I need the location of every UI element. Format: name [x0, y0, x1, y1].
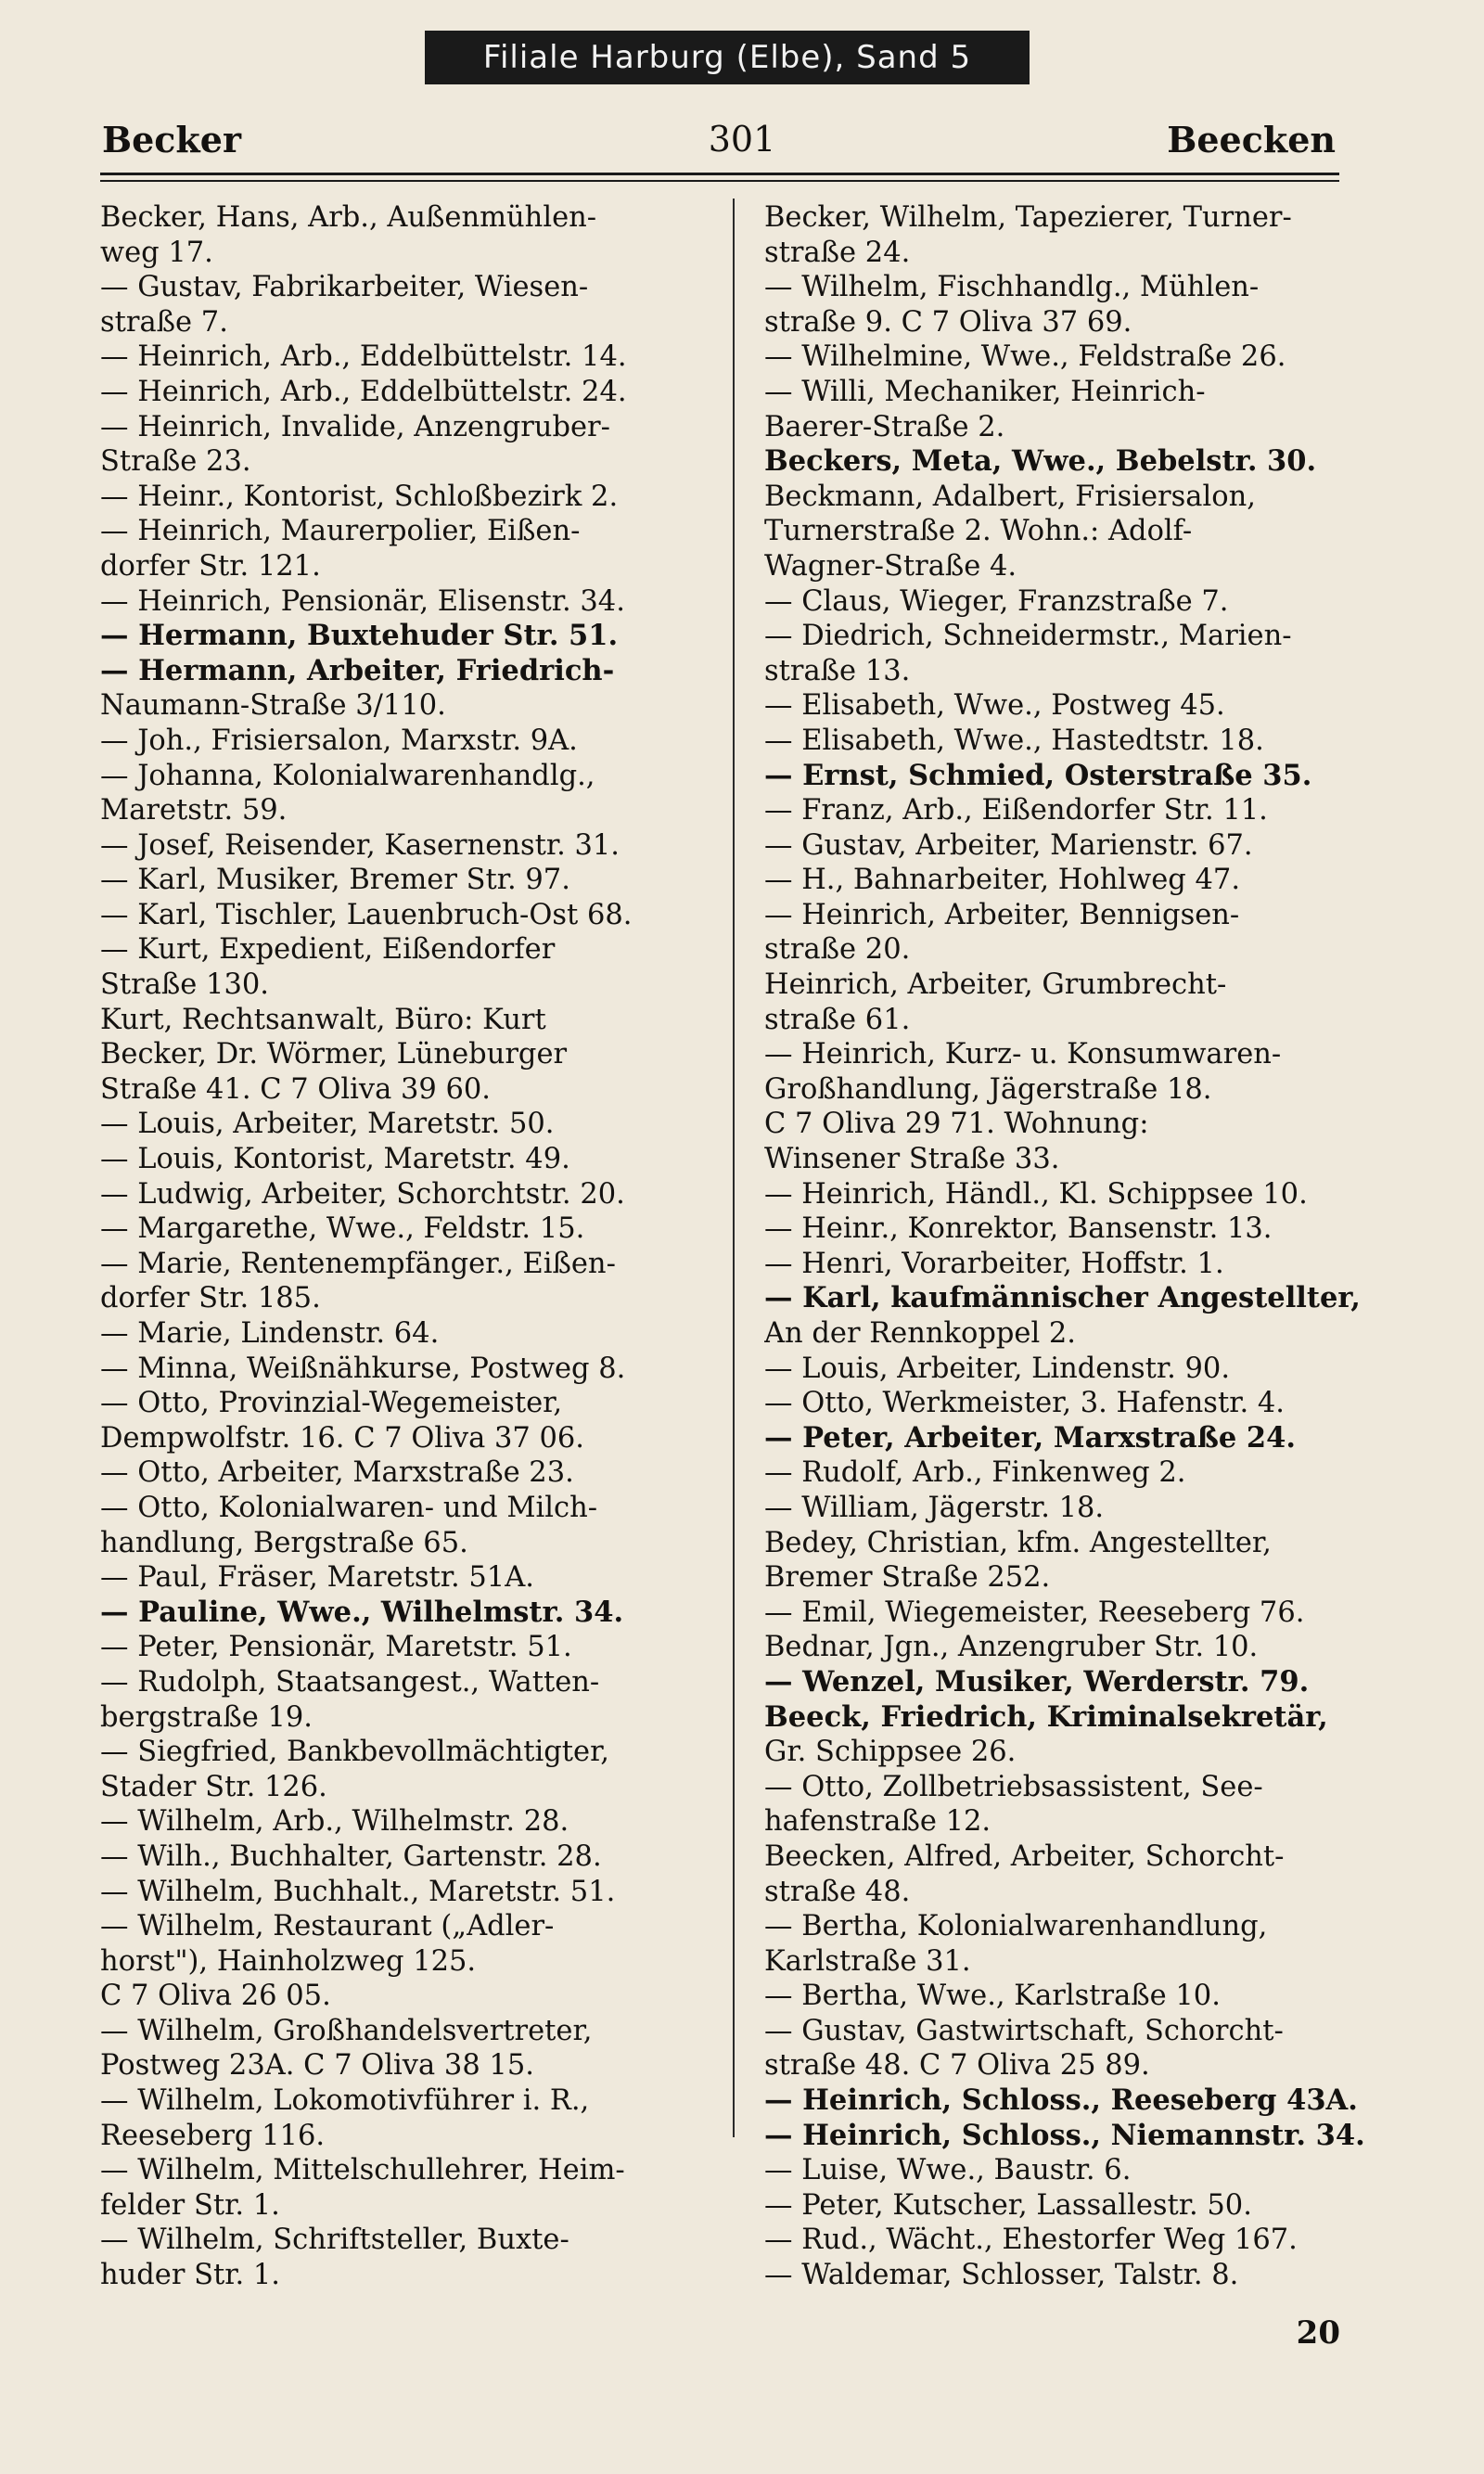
directory-line: dorfer Str. 185.	[100, 1282, 321, 1315]
directory-line: — Wilhelm, Buchhalt., Maretstr. 51.	[100, 1875, 616, 1908]
directory-line: Straße 23.	[100, 445, 251, 479]
directory-line: — Gustav, Fabrikarbeiter, Wiesen-	[100, 271, 589, 304]
directory-line: Postweg 23A. C 7 Oliva 38 15.	[100, 2049, 534, 2083]
column-divider	[733, 199, 735, 2137]
directory-line: Heinrich, Arbeiter, Grumbrecht-	[764, 968, 1227, 1002]
directory-line: — Wilhelm, Großhandelsvertreter,	[100, 2014, 593, 2047]
directory-line: Bedey, Christian, kfm. Angestellter,	[764, 1526, 1272, 1559]
directory-line: straße 48. C 7 Oliva 25 89.	[764, 2049, 1150, 2083]
directory-line: — Heinrich, Kurz- u. Konsumwaren-	[764, 1038, 1282, 1071]
directory-line: Baerer-Straße 2.	[764, 410, 1005, 443]
directory-line: straße 61.	[764, 1003, 911, 1036]
directory-line: — Heinrich, Schloss., Reeseberg 43A.	[764, 2083, 1358, 2118]
directory-line: Straße 130.	[100, 968, 269, 1002]
directory-line: — Heinrich, Maurerpolier, Eißen-	[100, 515, 581, 548]
directory-line: — Karl, Tischler, Lauenbruch-Ost 68.	[100, 898, 633, 931]
page-number: 301	[708, 119, 776, 160]
header-first-entry: Becker	[102, 119, 241, 160]
directory-line: — Elisabeth, Wwe., Postweg 45.	[764, 689, 1225, 723]
directory-line: — Hermann, Buxtehuder Str. 51.	[100, 619, 619, 653]
directory-line: Maretstr. 59.	[100, 794, 288, 827]
directory-line: Becker, Wilhelm, Tapezierer, Turner-	[764, 201, 1292, 234]
directory-line: Großhandlung, Jägerstraße 18.	[764, 1072, 1212, 1106]
directory-line: Winsener Straße 33.	[764, 1143, 1060, 1176]
directory-line: straße 48.	[764, 1875, 911, 1908]
directory-line: straße 7.	[100, 305, 228, 339]
directory-line: — Ernst, Schmied, Osterstraße 35.	[764, 758, 1312, 792]
directory-line: Dempwolfstr. 16. C 7 Oliva 37 06.	[100, 1421, 584, 1455]
header-rule	[100, 173, 1339, 175]
directory-line: — Diedrich, Schneidermstr., Marien-	[764, 620, 1292, 653]
directory-line: — Heinrich, Arb., Eddelbüttelstr. 24.	[100, 375, 627, 408]
directory-line: — Peter, Arbeiter, Marxstraße 24.	[764, 1420, 1296, 1455]
directory-line: — Peter, Kutscher, Lassallestr. 50.	[764, 2188, 1252, 2222]
directory-line: — Siegfried, Bankbevollmächtigter,	[100, 1736, 609, 1769]
header-last-entry: Beecken	[1167, 119, 1336, 160]
directory-line: Becker, Hans, Arb., Außenmühlen-	[100, 201, 597, 234]
directory-line: — Louis, Arbeiter, Maretstr. 50.	[100, 1108, 555, 1141]
directory-line: handlung, Bergstraße 65.	[100, 1526, 468, 1559]
directory-line: — Bertha, Kolonialwarenhandlung,	[764, 1910, 1268, 1943]
directory-line: — Bertha, Wwe., Karlstraße 10.	[764, 1980, 1221, 2013]
directory-line: Beecken, Alfred, Arbeiter, Schorcht-	[764, 1839, 1285, 1873]
directory-line: — Wilhelm, Fischhandlg., Mühlen-	[764, 271, 1260, 304]
directory-line: — Josef, Reisender, Kasernenstr. 31.	[100, 828, 620, 862]
directory-line: — Otto, Kolonialwaren- und Milch-	[100, 1491, 598, 1524]
directory-line: An der Rennkoppel 2.	[764, 1317, 1077, 1350]
directory-line: — Otto, Arbeiter, Marxstraße 23.	[100, 1456, 574, 1490]
directory-line: — Wilhelm, Arb., Wilhelmstr. 28.	[100, 1805, 569, 1839]
directory-line: Wagner-Straße 4.	[764, 549, 1017, 583]
directory-line: weg 17.	[100, 236, 213, 269]
directory-line: — Willi, Mechaniker, Heinrich-	[764, 375, 1206, 408]
directory-line: Becker, Dr. Wörmer, Lüneburger	[100, 1038, 568, 1071]
directory-line: Karlstraße 31.	[764, 1944, 971, 1978]
directory-line: Bremer Straße 252.	[764, 1561, 1051, 1595]
directory-line: bergstraße 19.	[100, 1700, 313, 1734]
directory-line: — Margarethe, Wwe., Feldstr. 15.	[100, 1212, 585, 1246]
signature-mark: 20	[1296, 2314, 1340, 2352]
directory-line: — Karl, Musiker, Bremer Str. 97.	[100, 864, 570, 897]
directory-line: — Peter, Pensionär, Maretstr. 51.	[100, 1631, 572, 1664]
directory-line: — Otto, Werkmeister, 3. Hafenstr. 4.	[764, 1387, 1285, 1420]
directory-line: — Heinrich, Händl., Kl. Schippsee 10.	[764, 1177, 1308, 1211]
directory-line: — Heinrich, Arb., Eddelbüttelstr. 14.	[100, 340, 627, 374]
directory-line: — Heinr., Konrektor, Bansenstr. 13.	[764, 1212, 1273, 1246]
directory-line: — Rudolph, Staatsangest., Watten-	[100, 1665, 600, 1698]
directory-line: C 7 Oliva 26 05.	[100, 1980, 331, 2013]
directory-line: — Minna, Weißnähkurse, Postweg 8.	[100, 1352, 626, 1385]
directory-line: Turnerstraße 2. Wohn.: Adolf-	[764, 515, 1193, 548]
right-column	[764, 200, 1395, 2315]
directory-line: — Luise, Wwe., Baustr. 6.	[764, 2154, 1132, 2187]
directory-line: — Johanna, Kolonialwarenhandlg.,	[100, 759, 595, 792]
directory-line: — Emil, Wiegemeister, Reeseberg 76.	[764, 1596, 1305, 1629]
directory-line: — Joh., Frisiersalon, Marxstr. 9A.	[100, 724, 578, 757]
directory-line: — Ludwig, Arbeiter, Schorchtstr. 20.	[100, 1177, 625, 1211]
directory-line: huder Str. 1.	[100, 2259, 281, 2292]
directory-line: — Wilhelm, Restaurant („Adler-	[100, 1910, 555, 1943]
directory-line: — Waldemar, Schlosser, Talstr. 8.	[764, 2259, 1239, 2292]
directory-line: — Louis, Arbeiter, Lindenstr. 90.	[764, 1352, 1231, 1385]
directory-line: hafenstraße 12.	[764, 1805, 991, 1839]
directory-line: — Otto, Zollbetriebsassistent, See-	[764, 1770, 1263, 1803]
directory-line: — Marie, Lindenstr. 64.	[100, 1317, 440, 1350]
directory-line: — Heinr., Kontorist, Schloßbezirk 2.	[100, 480, 619, 513]
directory-line: — Karl, kaufmännischer Angestellter,	[764, 1281, 1361, 1315]
left-column	[100, 200, 718, 2315]
directory-line: Bednar, Jgn., Anzengruber Str. 10.	[764, 1631, 1259, 1664]
directory-line: Naumann-Straße 3/110.	[100, 689, 446, 723]
directory-line: — Louis, Kontorist, Maretstr. 49.	[100, 1143, 570, 1176]
directory-line: Beeck, Friedrich, Kriminalsekretär,	[764, 1699, 1328, 1734]
directory-line: — Rud., Wächt., Ehestorfer Weg 167.	[764, 2224, 1298, 2257]
directory-line: — Heinrich, Pensionär, Elisenstr. 34.	[100, 584, 625, 618]
directory-line: — Heinrich, Schloss., Niemannstr. 34.	[764, 2118, 1365, 2152]
directory-line: — Pauline, Wwe., Wilhelmstr. 34.	[100, 1595, 624, 1629]
directory-line: Reeseberg 116.	[100, 2119, 326, 2152]
directory-line: — Wilh., Buchhalter, Gartenstr. 28.	[100, 1839, 602, 1873]
directory-line: straße 24.	[764, 236, 911, 269]
directory-line: Stader Str. 126.	[100, 1770, 327, 1803]
directory-line: — Wenzel, Musiker, Werderstr. 79.	[764, 1664, 1310, 1698]
directory-line: — Heinrich, Invalide, Anzengruber-	[100, 410, 610, 443]
directory-line: — Wilhelmine, Wwe., Feldstraße 26.	[764, 340, 1286, 374]
directory-line: straße 13.	[764, 654, 911, 687]
directory-line: — Franz, Arb., Eißendorfer Str. 11.	[764, 794, 1268, 827]
directory-line: — Gustav, Arbeiter, Marienstr. 67.	[764, 828, 1253, 862]
directory-line: — Heinrich, Arbeiter, Bennigsen-	[764, 898, 1240, 931]
directory-line: — Marie, Rentenempfänger., Eißen-	[100, 1247, 616, 1280]
directory-line: Beckers, Meta, Wwe., Bebelstr. 30.	[764, 444, 1317, 479]
directory-line: straße 20.	[764, 933, 911, 967]
directory-line: straße 9. C 7 Oliva 37 69.	[764, 305, 1132, 339]
directory-line: — Otto, Provinzial-Wegemeister,	[100, 1387, 563, 1420]
directory-line: — Hermann, Arbeiter, Friedrich-	[100, 653, 615, 687]
directory-line: — Gustav, Gastwirtschaft, Schorcht-	[764, 2014, 1284, 2047]
directory-line: — Kurt, Expedient, Eißendorfer	[100, 933, 556, 967]
directory-line: Kurt, Rechtsanwalt, Büro: Kurt	[100, 1003, 546, 1036]
branch-banner: Filiale Harburg (Elbe), Sand 5	[425, 31, 1030, 84]
directory-line: horst"), Hainholzweg 125.	[100, 1944, 477, 1978]
directory-line: — Henri, Vorarbeiter, Hoffstr. 1.	[764, 1247, 1224, 1280]
directory-line: — Rudolf, Arb., Finkenweg 2.	[764, 1456, 1186, 1490]
directory-line: Beckmann, Adalbert, Frisiersalon,	[764, 480, 1256, 513]
directory-line: — William, Jägerstr. 18.	[764, 1491, 1105, 1524]
directory-line: — Elisabeth, Wwe., Hastedtstr. 18.	[764, 724, 1264, 757]
directory-line: — Wilhelm, Schriftsteller, Buxte-	[100, 2224, 569, 2257]
directory-line: Gr. Schippsee 26.	[764, 1736, 1017, 1769]
directory-line: dorfer Str. 121.	[100, 549, 321, 583]
directory-line: felder Str. 1.	[100, 2188, 280, 2222]
header-rule-thin	[100, 180, 1339, 182]
directory-line: — Claus, Wieger, Franzstraße 7.	[764, 584, 1229, 618]
directory-line: — Wilhelm, Lokomotivführer i. R.,	[100, 2084, 590, 2118]
directory-line: Straße 41. C 7 Oliva 39 60.	[100, 1072, 491, 1106]
directory-line: — H., Bahnarbeiter, Hohlweg 47.	[764, 864, 1241, 897]
directory-line: C 7 Oliva 29 71. Wohnung:	[764, 1108, 1149, 1141]
directory-line: — Paul, Fräser, Maretstr. 51A.	[100, 1561, 534, 1595]
directory-line: — Wilhelm, Mittelschullehrer, Heim-	[100, 2154, 625, 2187]
